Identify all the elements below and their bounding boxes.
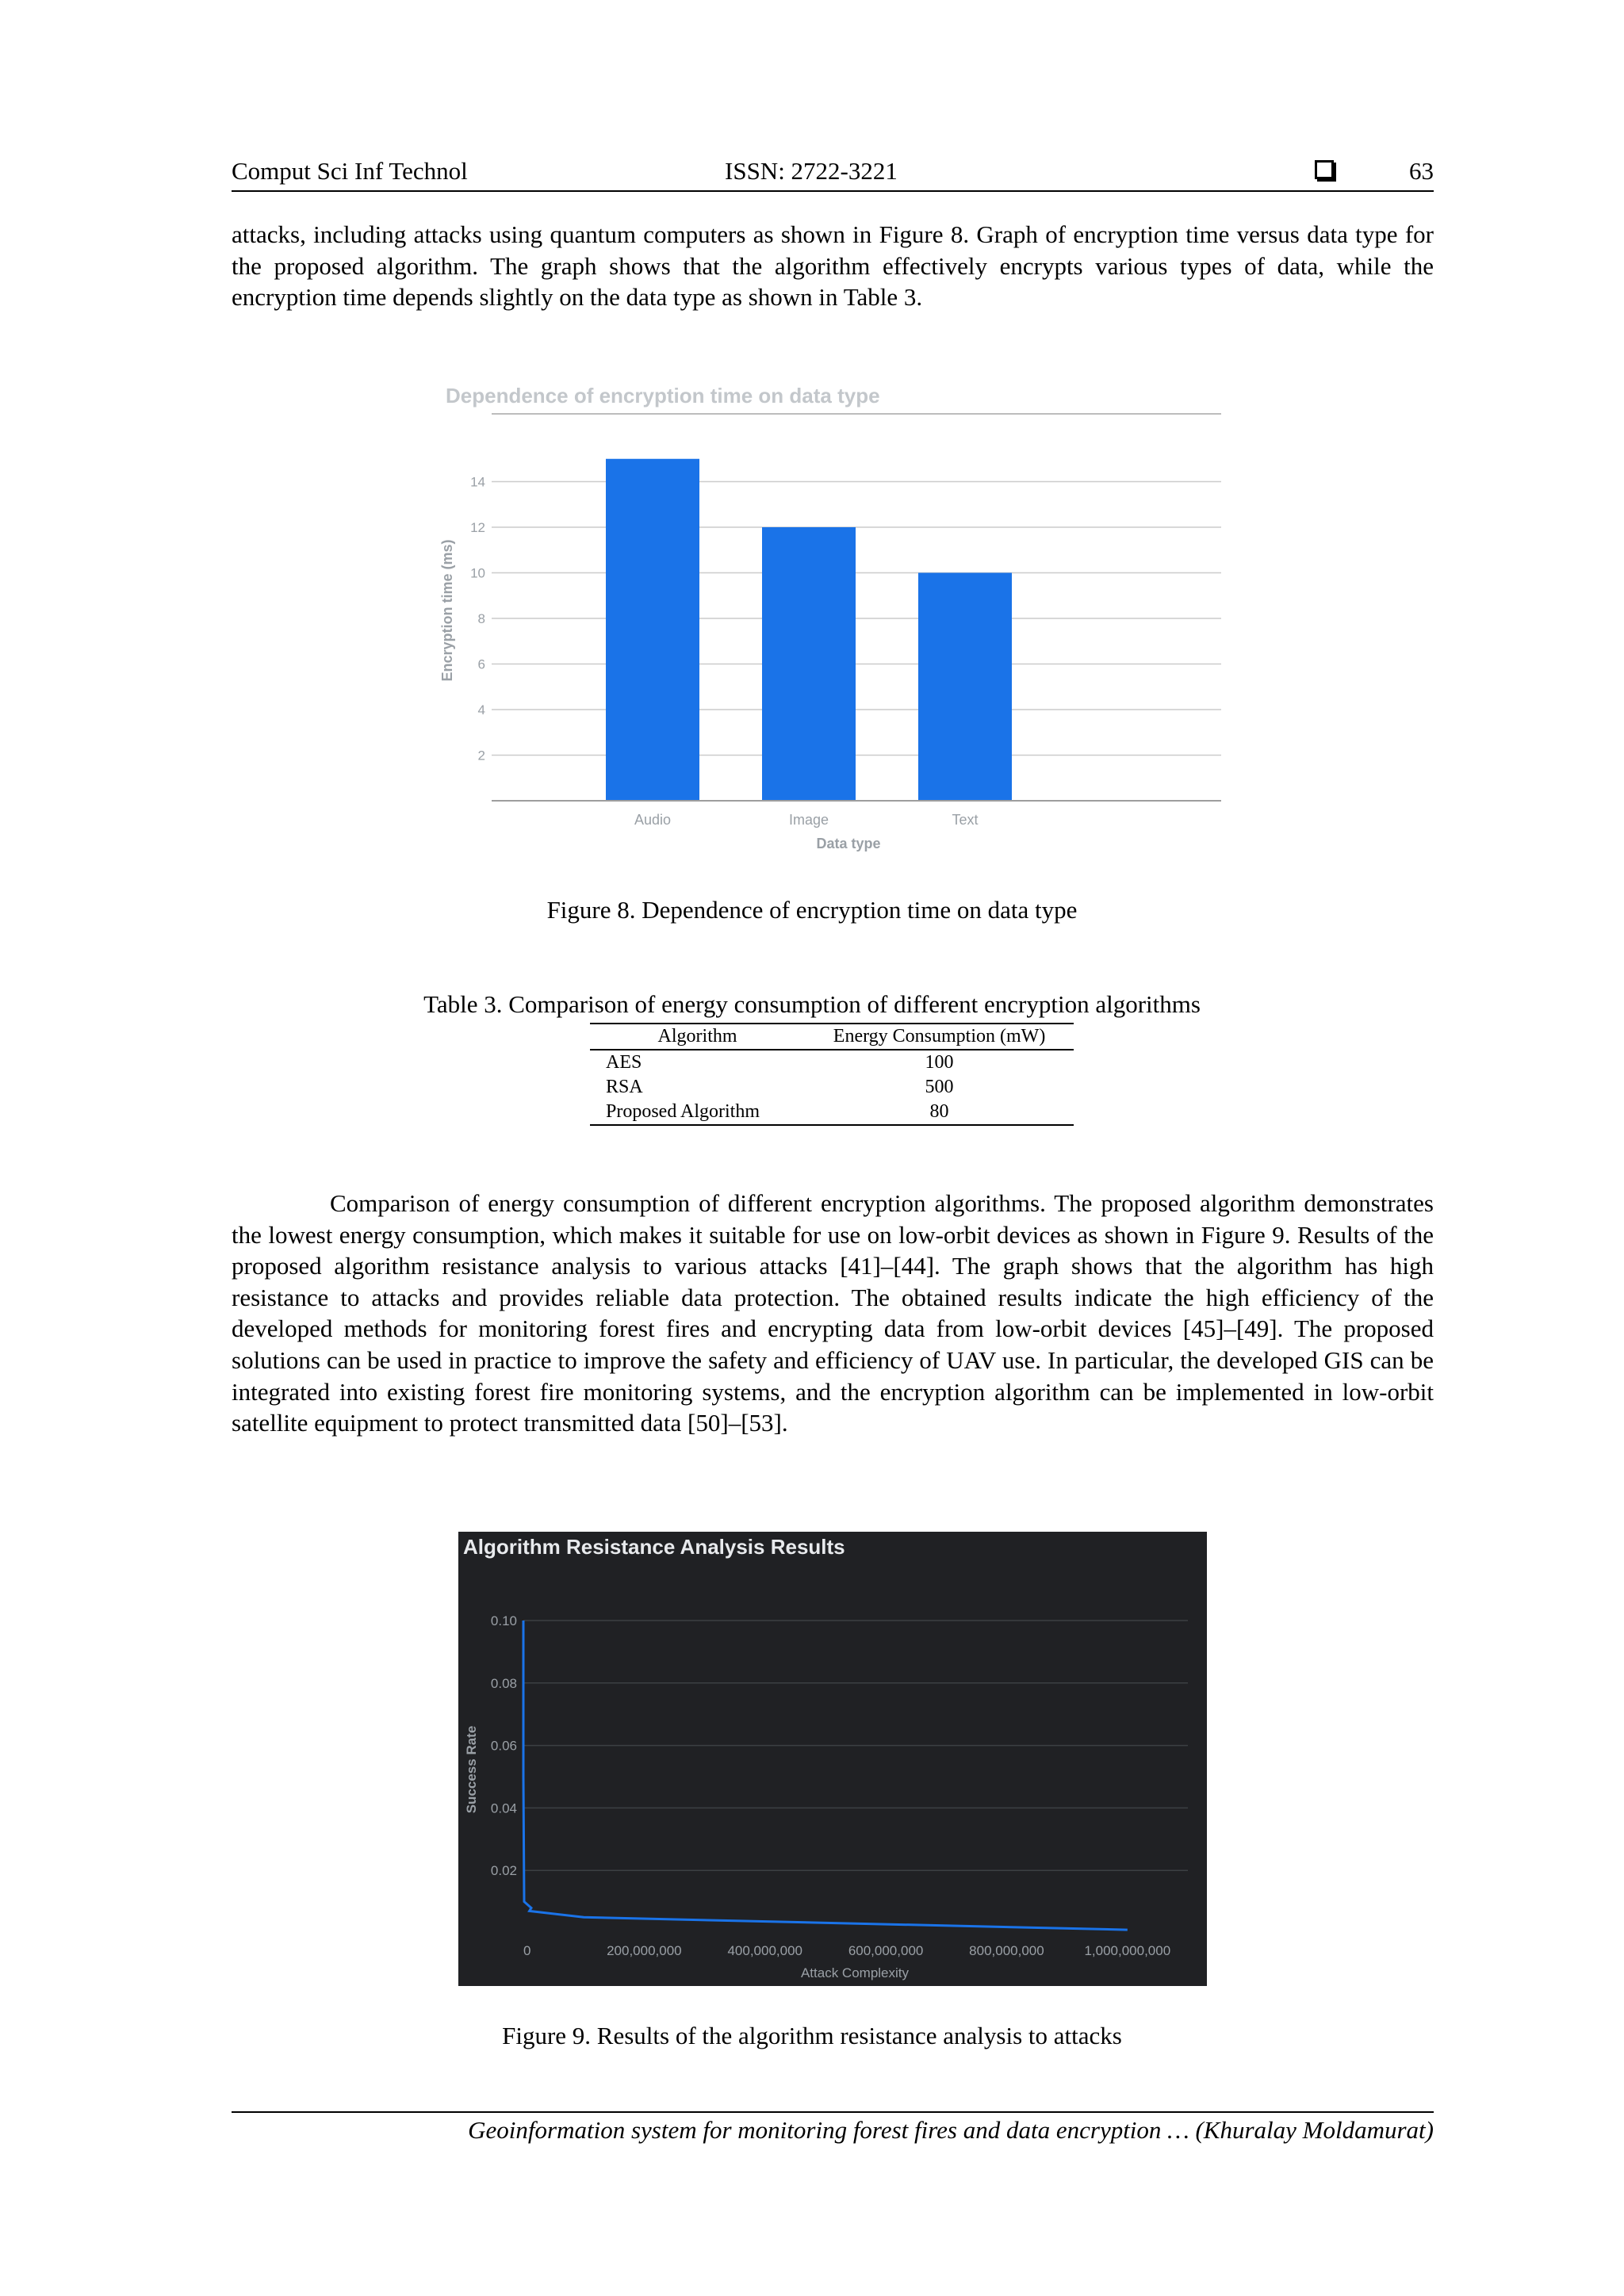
y-tick-label: 14: [470, 474, 485, 490]
algorithm-cell: RSA: [606, 1077, 643, 1097]
issn: ISSN: 2722-3221: [725, 157, 898, 185]
algorithm-cell: AES: [606, 1052, 642, 1073]
figure-8-caption: Figure 8. Dependence of encryption time on data type: [546, 896, 1078, 924]
y-tick-label: 0.04: [490, 1800, 517, 1816]
figure-8: [428, 373, 1237, 864]
bar: [606, 459, 699, 801]
x-tick-label: Image: [788, 812, 829, 828]
x-tick-label: Text: [952, 812, 979, 828]
table-3-caption: Table 3. Comparison of energy consumption of different encryption algorithms: [423, 990, 1201, 1018]
y-tick-label: 4: [477, 702, 485, 718]
footer-text: Geoinformation system for monitoring forest fires and data encryption … (Khuralay Moldamurat): [468, 2116, 1434, 2144]
energy-cell: 100: [925, 1052, 954, 1073]
page-header: [232, 157, 1434, 192]
checkbox-square-icon: [1315, 160, 1334, 179]
table-row: [590, 1050, 1074, 1075]
x-axis-label: Data type: [816, 836, 881, 851]
energy-cell: 500: [925, 1077, 954, 1097]
x-tick-label: 1,000,000,000: [1084, 1943, 1171, 1958]
body-paragraph-2: Comparison of energy consumption of different encryption algorithms. The proposed algorithm demonstrates the lowest energy consumption, which makes it suitable for use on low-orbit devices as shown in Figure 9. Results of the proposed algorithm resistance analysis to various attacks [41]–[44]. The graph shows that the algorithm has high resistance to attacks and provides reliable data protection. The obtained results indicate the high efficiency of the developed methods for monitoring forest fires and encrypting data from low-orbit devices [45]–[49]. The proposed solutions can be used in practice to improve the safety and efficiency of UAV use. In particular, the developed GIS can be integrated into existing forest fire monitoring systems, and the encryption algorithm can be implemented in low-orbit satellite equipment to protect transmitted data [50]–[53].: [232, 1189, 1434, 1437]
x-tick-label: Audio: [634, 812, 672, 828]
column-header: Algorithm: [590, 1024, 805, 1050]
journal-name: Comput Sci Inf Technol: [232, 157, 468, 185]
y-tick-label: 0.10: [490, 1613, 517, 1628]
x-axis-label: Attack Complexity: [800, 1965, 910, 1980]
y-tick-label: 0.08: [490, 1675, 517, 1691]
line-chart: [458, 1532, 1207, 1986]
y-tick-label: 0.02: [490, 1863, 517, 1879]
y-tick-label: 0.06: [490, 1738, 517, 1754]
energy-cell: 80: [805, 1100, 1074, 1125]
y-axis-label: Encryption time (ms): [439, 539, 455, 682]
figure-9: [458, 1532, 1207, 1986]
algorithm-cell: Proposed Algorithm: [590, 1100, 805, 1125]
bar: [918, 573, 1012, 802]
y-tick-label: 10: [470, 565, 485, 581]
x-tick-label: 600,000,000: [848, 1943, 924, 1958]
table-header-row: [590, 1024, 1074, 1050]
y-tick-label: 8: [477, 611, 485, 626]
y-tick-label: 2: [477, 748, 485, 763]
bar: [762, 527, 856, 801]
y-axis-label: Success Rate: [464, 1725, 479, 1814]
table-row: [590, 1075, 1074, 1100]
chart-title: Algorithm Resistance Analysis Results: [463, 1535, 845, 1559]
x-tick-label: 400,000,000: [727, 1943, 803, 1958]
energy-table: [590, 1023, 1074, 1126]
y-tick-label: 6: [477, 656, 485, 672]
column-header: Energy Consumption (mW): [805, 1024, 1074, 1050]
x-tick-label: 800,000,000: [969, 1943, 1044, 1958]
x-tick-label: 0: [523, 1943, 531, 1958]
page-footer: [232, 2111, 1434, 2144]
figure-9-caption: Figure 9. Results of the algorithm resistance analysis to attacks: [502, 2022, 1122, 2049]
x-tick-label: 200,000,000: [607, 1943, 682, 1958]
bar-chart: [428, 373, 1237, 864]
chart-title: Dependence of encryption time on data type: [446, 384, 880, 408]
data-line: [523, 1621, 1128, 1930]
table-row: [590, 1100, 1074, 1125]
body-paragraph-1: attacks, including attacks using quantum computers as shown in Figure 8. Graph of encryption time versus data type for the proposed algorithm. The graph shows that the algorithm effectively encrypts various types of data, while the encryption time depends slightly on the data type as shown in Table 3.: [232, 220, 1434, 312]
y-tick-label: 12: [470, 520, 485, 535]
page-number: 63: [1409, 157, 1434, 185]
